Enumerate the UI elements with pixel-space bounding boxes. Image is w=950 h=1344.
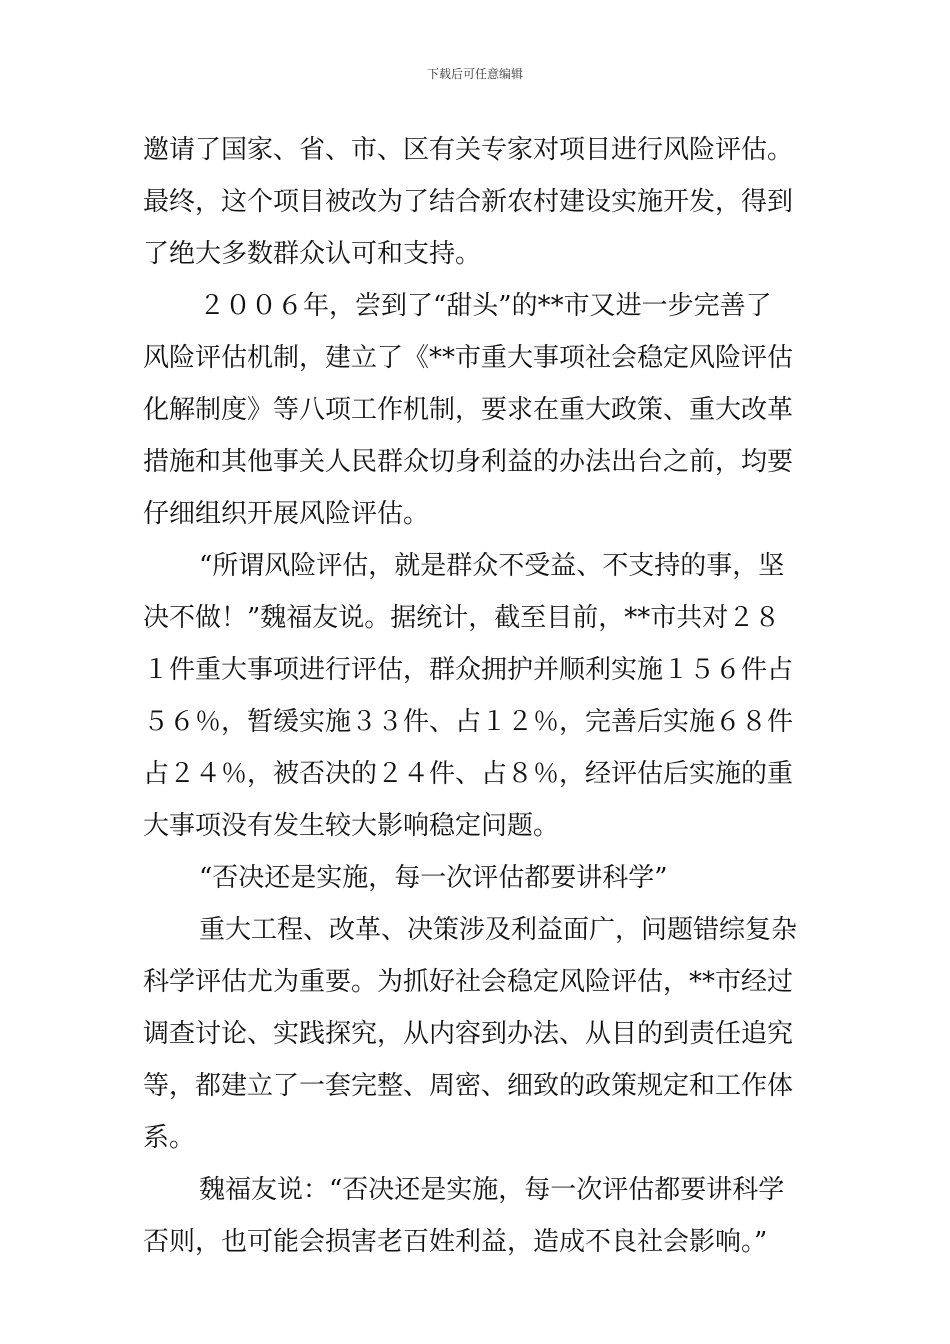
text-line: 措施和其他事关人民群众切身利益的办法出台之前，均要 [143,447,794,477]
text-line: 科学评估尤为重要。为抓好社会稳定风险评估，**市经过 [143,967,794,997]
text-line: 占２４％，被否决的２４件、占８％，经评估后实施的重 [143,759,794,789]
text-line: 否则，也可能会损害老百姓利益，造成不良社会影响。” [143,1227,768,1257]
text-line: 决不做！”魏福友说。据统计，截至目前，**市共对２８ [143,603,781,633]
page-header: 下载后可任意编辑 [426,67,523,81]
text-line: 最终，这个项目被改为了结合新农村建设实施开发，得到 [143,187,794,217]
text-line: 魏福友说：“否决还是实施，每一次评估都要讲科学 [199,1175,785,1205]
text-line: 等，都建立了一套完整、周密、细致的政策规定和工作体 [143,1071,794,1101]
text-line: 风险评估机制，建立了《**市重大事项社会稳定风险评估 [143,343,794,373]
text-line: 邀请了国家、省、市、区有关专家对项目进行风险评估。 [143,135,794,165]
paragraph [143,1164,813,1268]
paragraph [143,540,813,852]
text-line: １件重大事项进行评估，群众拥护并顺利实施１５６件占 [143,655,794,685]
paragraph [143,280,813,540]
text-line: 重大工程、改革、决策涉及利益面广，问题错综复杂 [199,915,798,945]
text-line: 调查讨论、实践探究，从内容到办法、从目的到责任追究 [143,1019,794,1049]
text-line: 化解制度》等八项工作机制，要求在重大政策、重大改革 [143,395,794,425]
text-line: 了绝大多数群众认可和支持。 [143,239,482,269]
text-line: 仔细组织开展风险评估。 [143,499,430,529]
text-line: ５６％，暂缓实施３３件、占１２％，完善后实施６８件 [143,707,794,737]
document-body [143,124,813,1268]
text-line: ２００６年，尝到了“甜头”的**市又进一步完善了 [199,291,772,321]
paragraph [143,124,813,280]
heading-line: “否决还是实施，每一次评估都要讲科学” [199,863,668,893]
text-line: “所谓风险评估，就是群众不受益、不支持的事，坚 [199,551,785,581]
text-line: 大事项没有发生较大影响稳定问题。 [143,811,560,841]
text-line: 系。 [143,1123,196,1153]
section-heading [143,852,813,904]
paragraph [143,904,813,1164]
